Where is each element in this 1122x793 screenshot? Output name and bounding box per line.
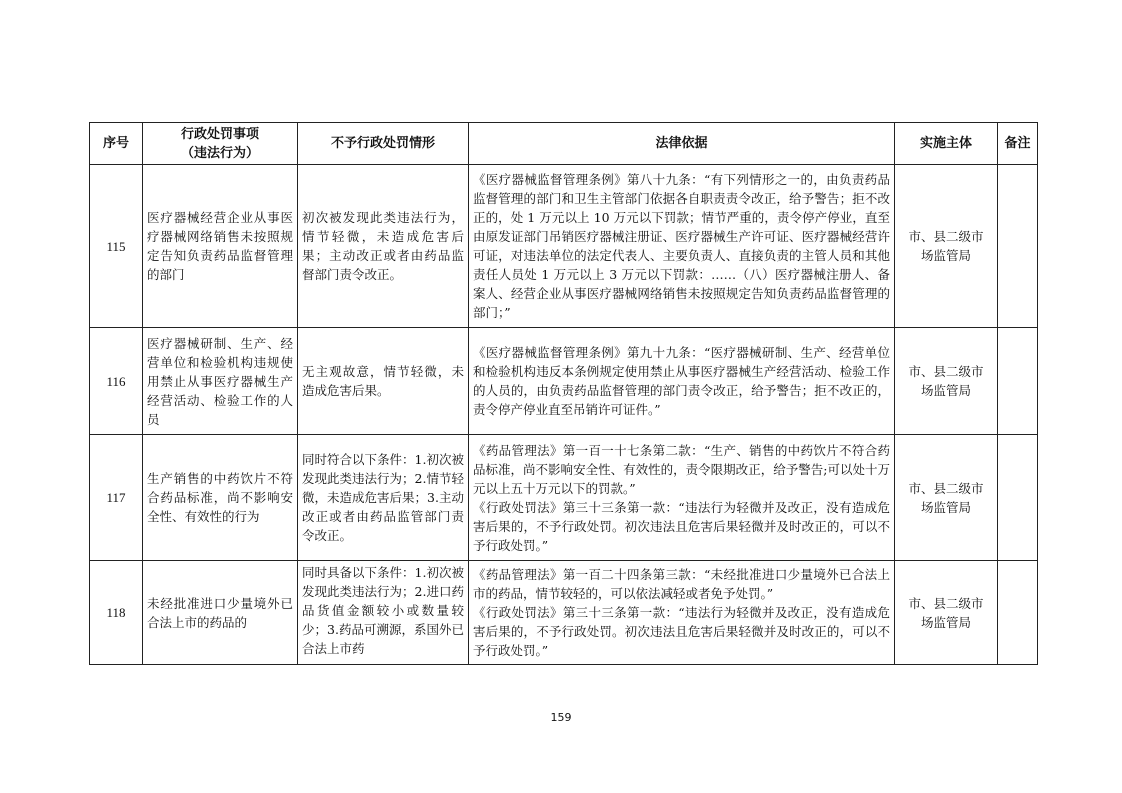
- header-basis: 法律依据: [469, 123, 895, 165]
- table-header-row: [90, 123, 1038, 165]
- header-matter-line2: （违法行为）: [180, 145, 259, 161]
- row-exempt: 同时符合以下条件：1.初次被发现此类违法行为；2.情节轻微，未造成危害后果；3.主动改正或者由药品监管部门责令改正。: [298, 435, 469, 561]
- row-seq: 116: [90, 328, 143, 435]
- row-basis: [469, 561, 895, 665]
- row-exempt-text: 同时具备以下条件：1.初次被发现此类违法行为；2.进口药品货值金额较小或数量较少；3.药品可溯源，系国外已合法上市药: [302, 564, 464, 656]
- row-exempt: 无主观故意，情节轻微，未造成危害后果。: [298, 328, 469, 435]
- table-row: [90, 165, 1038, 328]
- authority-line2: 场监管局: [920, 499, 971, 515]
- row-basis: [469, 165, 895, 328]
- basis-paragraph: 《行政处罚法》第三十三条第一款：“违法行为轻微并及改正，没有造成危害后果的，不予行政处罚。初次违法且危害后果轻微并及时改正的，可以不予行政处罚。”: [473, 499, 890, 553]
- basis-paragraph: 《医疗器械监督管理条例》第八十九条：“有下列情形之一的，由负责药品监督管理的部门和卫生主管部门依据各自职责责令改正，给予警告；拒不改正的，处 1 万元以上 10 万元以下罚款；情节严重的，责令停产停业，直至由原发证部门吊销医疗器械注册证、医疗器械生产许可证、医疗器械经营许可证，对违法单位的法定代表人、主要负责人、直接负责的主管人员和其他责任人员处 1 万元以上 3 万元以下罚款：……（八）医疗器械注册人、备案人、经营企业从事医疗器械网络销售未按照规定告知负责药品监督管理的部门；”: [473, 172, 890, 320]
- row-matter: 未经批准进口少量境外已合法上市的药品的: [143, 561, 298, 665]
- row-seq: 117: [90, 435, 143, 561]
- basis-paragraph: 《药品管理法》第一百二十四条第三款：“未经批准进口少量境外已合法上市的药品，情节较轻的，可以依法减轻或者免予处罚。”: [473, 567, 890, 601]
- authority-line1: 市、县二级市: [908, 480, 984, 496]
- basis-paragraph: 《药品管理法》第一百一十七条第二款：“生产、销售的中药饮片不符合药品标准，尚不影响安全性、有效性的，责令限期改正，给予警告;可以处十万元以上五十万元以下的罚款。”: [473, 442, 890, 496]
- authority-line2: 场监管局: [920, 383, 971, 398]
- row-authority: [895, 435, 998, 561]
- row-matter: 生产销售的中药饮片不符合药品标准，尚不影响安全性、有效性的行为: [143, 435, 298, 561]
- authority-line2: 场监管局: [920, 614, 971, 630]
- row-matter: 医疗器械经营企业从事医疗器械网络销售未按照规定告知负责药品监督管理的部门: [143, 165, 298, 328]
- row-remark: [998, 328, 1038, 435]
- row-exempt: [298, 561, 469, 665]
- header-authority: 实施主体: [895, 123, 998, 165]
- authority-line1: 市、县二级市: [908, 595, 984, 611]
- row-matter: 医疗器械研制、生产、经营单位和检验机构违规使用禁止从事医疗器械生产经营活动、检验工作的人员: [143, 328, 298, 435]
- authority-line1: 市、县二级市: [908, 229, 984, 244]
- row-authority: [895, 561, 998, 665]
- penalty-table: [89, 122, 1038, 665]
- header-remark: 备注: [998, 123, 1038, 165]
- header-exempt: 不予行政处罚情形: [298, 123, 469, 165]
- authority-line1: 市、县二级市: [908, 364, 984, 379]
- table-row: [90, 561, 1038, 665]
- row-seq: 118: [90, 561, 143, 665]
- row-remark: [998, 165, 1038, 328]
- row-authority: [895, 328, 998, 435]
- page-number: 159: [550, 711, 572, 724]
- row-basis: [469, 328, 895, 435]
- row-basis: [469, 435, 895, 561]
- table-row: [90, 435, 1038, 561]
- authority-line2: 场监管局: [920, 248, 971, 263]
- header-matter-line1: 行政处罚事项: [180, 126, 259, 142]
- header-matter: [143, 123, 298, 165]
- row-exempt: 初次被发现此类违法行为，情节轻微，未造成危害后果；主动改正或者由药品监督部门责令改正。: [298, 165, 469, 328]
- row-remark: [998, 561, 1038, 665]
- row-remark: [998, 435, 1038, 561]
- basis-paragraph: 《行政处罚法》第三十三条第一款：“违法行为轻微并及改正，没有造成危害后果的，不予行政处罚。初次违法且危害后果轻微并及时改正的，可以不予行政处罚。”: [473, 605, 890, 658]
- basis-paragraph: 《医疗器械监督管理条例》第九十九条：“医疗器械研制、生产、经营单位和检验机构违反本条例规定使用禁止从事医疗器械生产经营活动、检验工作的人员的，由负责药品监督管理的部门责令改正，给予警告；拒不改正的，责令停产停业直至吊销许可证件。”: [473, 345, 890, 417]
- header-seq: 序号: [90, 123, 143, 165]
- row-seq: 115: [90, 165, 143, 328]
- row-authority: [895, 165, 998, 328]
- table-row: [90, 328, 1038, 435]
